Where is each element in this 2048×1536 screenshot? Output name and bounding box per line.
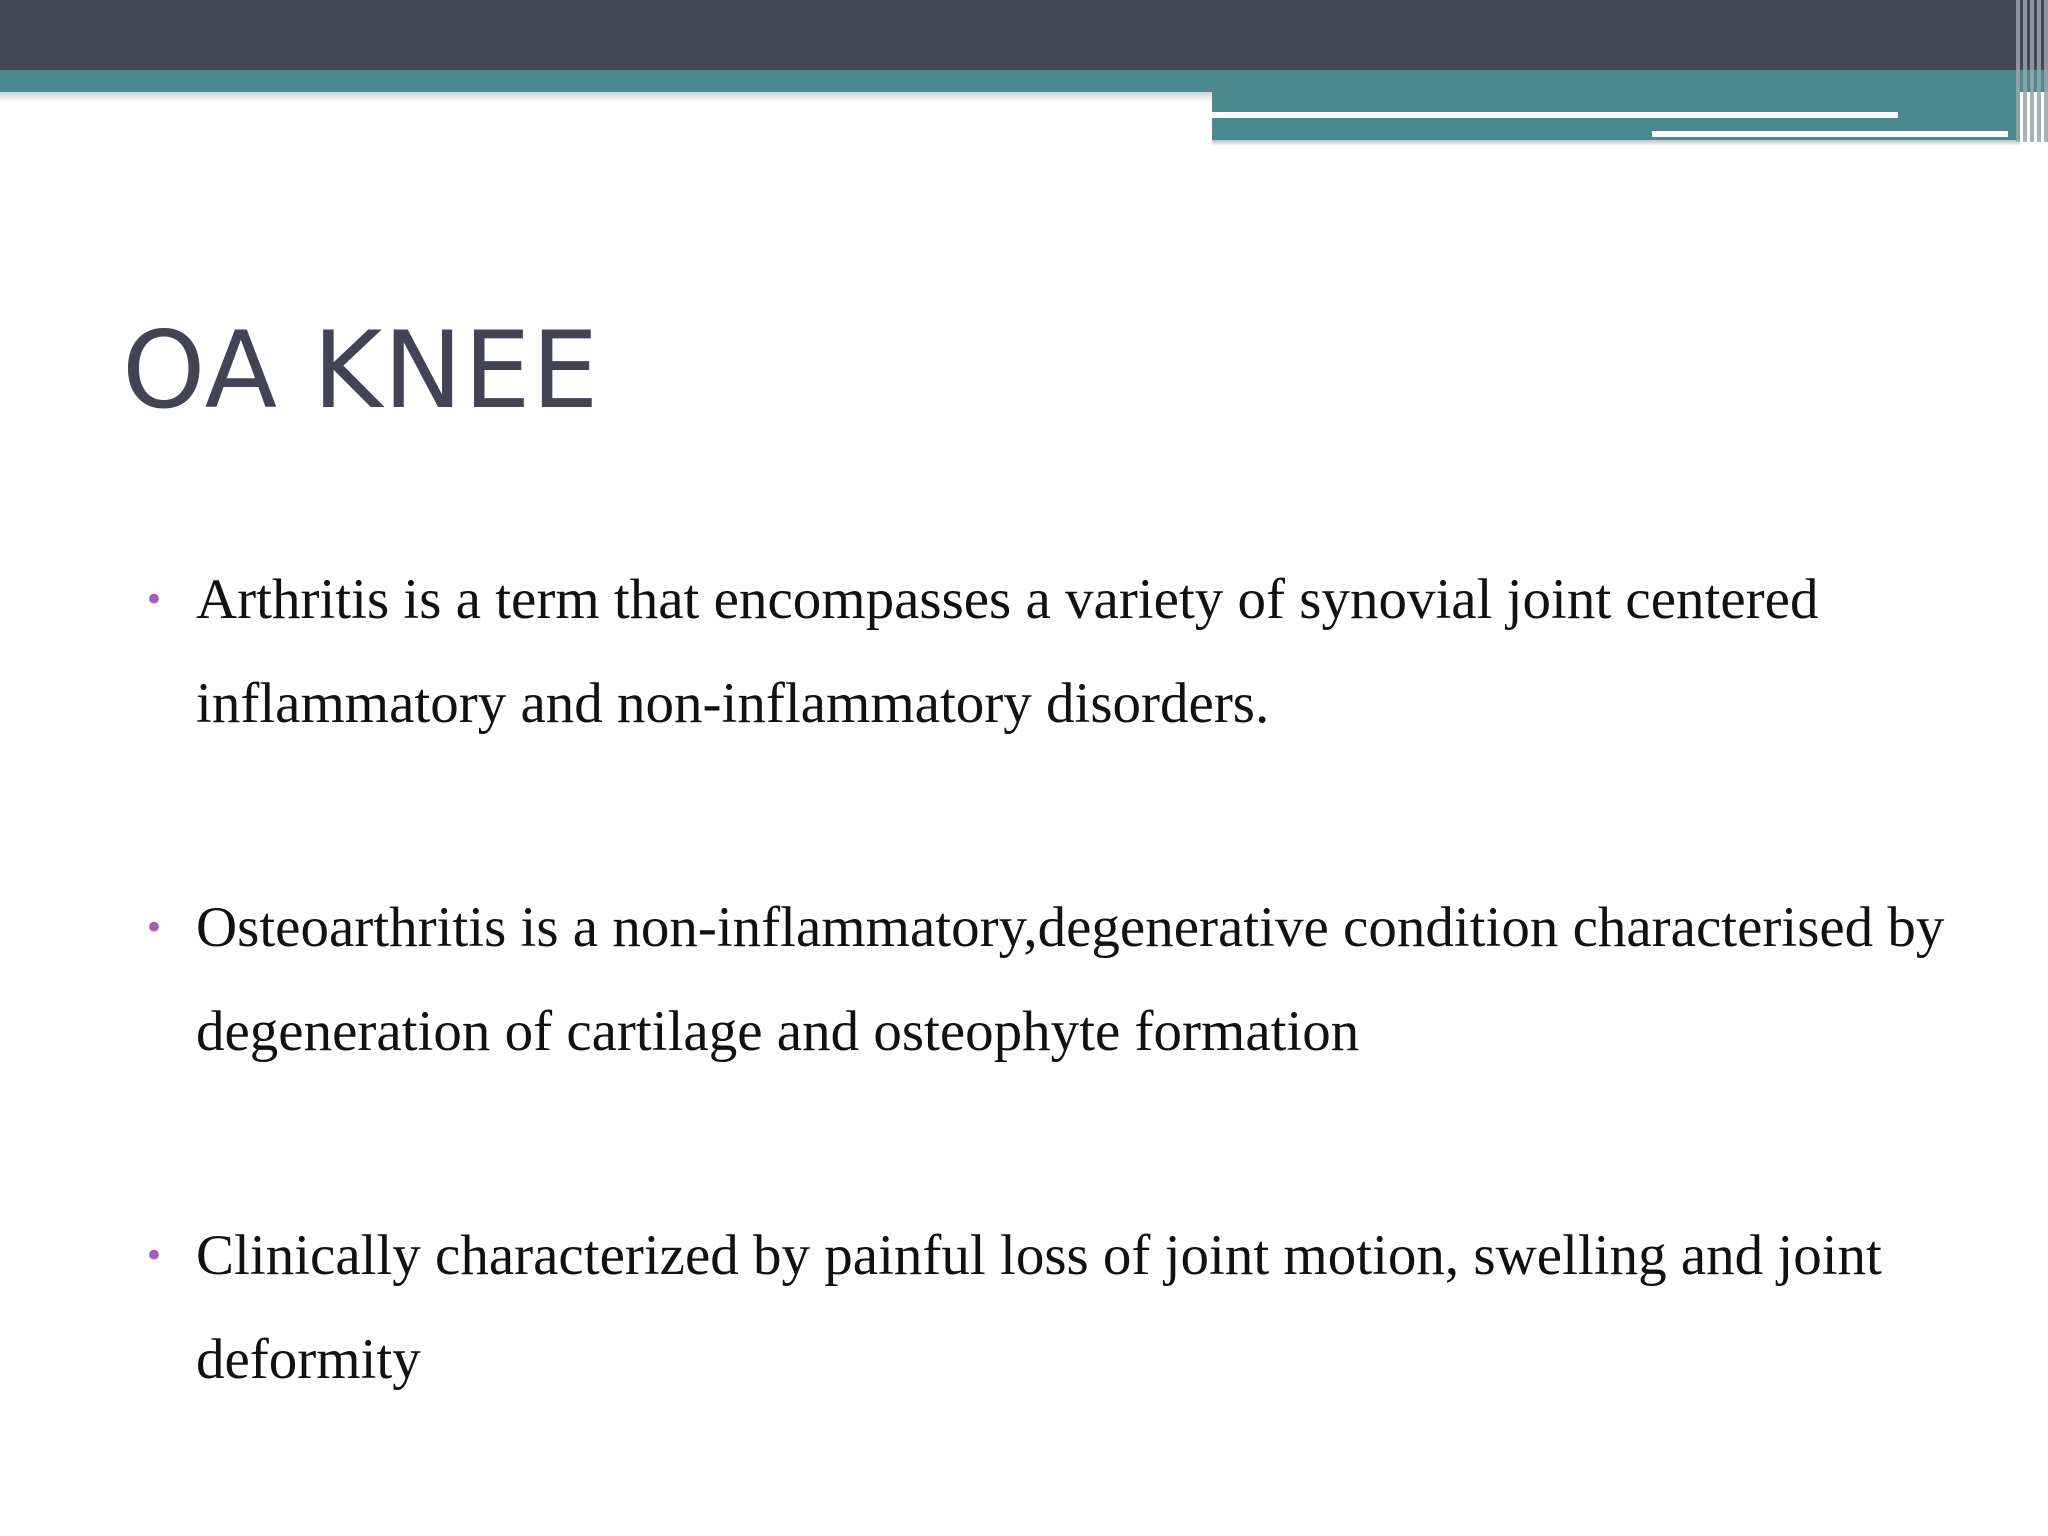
bullet-item: [140, 1204, 1960, 1412]
bullet-text: Osteoarthritis is a non-inflammatory,degenerative condition characterised by degeneration of cartilage and osteophyte formation: [196, 896, 1945, 1063]
bullet-item: [140, 548, 1960, 756]
header-tab-shadow: [1212, 140, 2020, 146]
bullet-marker-icon: •: [144, 908, 165, 948]
edge-stripe: [2030, 0, 2034, 142]
header-edge-stripes: [1988, 0, 2048, 142]
bullet-text: Clinically characterized by painful loss of joint motion, swelling and joint deformity: [196, 1224, 1882, 1391]
edge-stripe: [2044, 0, 2048, 142]
header-band-dark: [0, 0, 2048, 70]
bullet-marker-icon: •: [144, 580, 165, 620]
header-tab-line: [1652, 131, 2008, 137]
bullet-list: [140, 548, 1960, 1532]
edge-stripe: [2037, 0, 2041, 142]
bullet-item: [140, 876, 1960, 1084]
header-band-shadow: [0, 92, 1212, 102]
edge-stripe: [2016, 0, 2020, 142]
header-tab-line: [1212, 112, 1898, 118]
slide-title: OA KNEE: [122, 309, 600, 432]
edge-stripe: [2023, 0, 2027, 142]
bullet-text: Arthritis is a term that encompasses a variety of synovial joint centered inflammatory and non-inflammatory disorders.: [196, 568, 1819, 735]
bullet-marker-icon: •: [144, 1236, 165, 1276]
